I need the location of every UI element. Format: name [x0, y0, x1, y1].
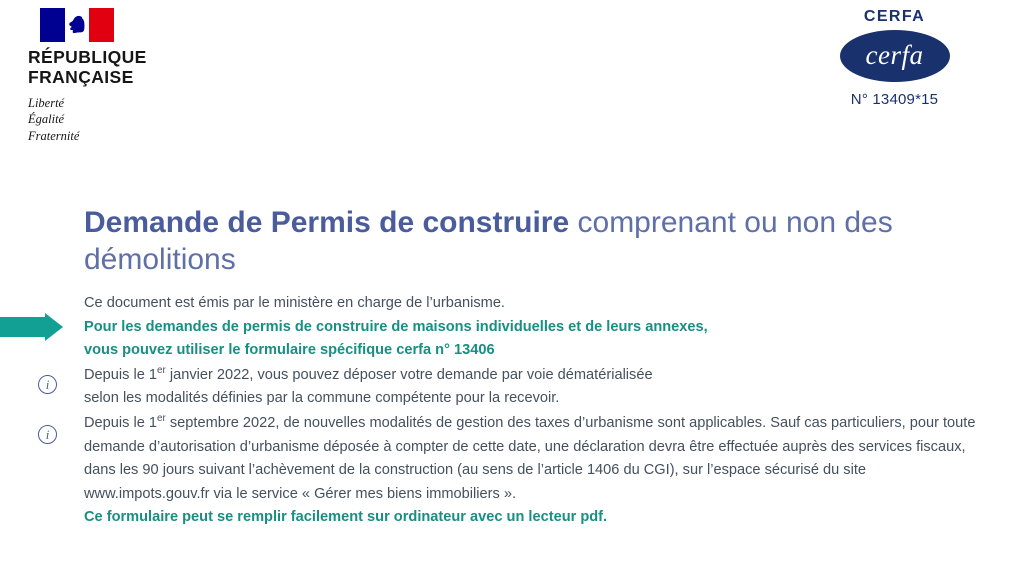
cerfa-number: N° 13409*15 [850, 91, 939, 108]
info-icon: i [38, 425, 57, 444]
page-title [84, 205, 964, 278]
arrow-shaft [0, 317, 46, 337]
cerfa-label: CERFA [863, 8, 926, 25]
cerfa-logo-text: cerfa [865, 39, 924, 70]
highlight-line-1: Pour les demandes de permis de construire de maisons individuelles et de leurs annexes, [84, 318, 708, 335]
republique-line-1: RÉPUBLIQUE [28, 47, 147, 67]
republique-francaise-logo [28, 8, 228, 144]
cerfa-logo-icon [840, 30, 950, 82]
note-1-text-pre: Depuis le 1 [84, 366, 158, 383]
devise-egalite: Égalité [28, 112, 65, 127]
page-title-rest: comprenant ou non des démolitions [84, 206, 893, 276]
note-2-text-pre: Depuis le 1 [84, 414, 158, 431]
flag-band-blue [40, 8, 65, 42]
flag-band-white [65, 8, 90, 42]
note-2-text-post: septembre 2022, de nouvelles modalités de gestion des taxes d’urbanisme sont applicables. Sauf cas particuliers, pour toute demande d’autorisation d’urbanisme déposée à compter de cette date, une déclaration devra être effectuée auprès des services fiscaux, dans les 90 jours suivant l’achèvement de la construction (au sens de l’article 1406 du CGI), sur l’espace sécurisé du site www.impots.gouv.fr via le service « Gérer mes biens immobiliers ». [84, 414, 976, 502]
arrow-marker-icon [0, 313, 68, 341]
note-1-text-post: janvier 2022, vous pouvez déposer votre demande par voie dématérialisée [165, 366, 653, 383]
devise-liberte: Liberté [28, 95, 65, 110]
note-1-line-2: selon les modalités définies par la commune compétente pour la recevoir. [84, 390, 560, 407]
devise-block [28, 95, 228, 145]
document-header [0, 0, 1024, 165]
republique-line-2: FRANÇAISE [28, 66, 134, 87]
marianne-profile-icon [66, 14, 88, 36]
info-icon: i [38, 375, 57, 394]
intro-paragraph: Ce document est émis par le ministère en charge de l’urbanisme. [84, 295, 505, 311]
french-flag-icon [40, 8, 114, 42]
note-2-sup: er [157, 413, 166, 425]
flag-band-red [89, 8, 114, 42]
note-1-sup: er [157, 364, 166, 376]
note-1-line-1 [84, 363, 994, 388]
page-title-strong: Demande de Permis de construire [84, 206, 570, 239]
arrow-head [45, 313, 63, 341]
footer-note: Ce formulaire peut se remplir facilement sur ordinateur avec un lecteur pdf. [84, 509, 608, 526]
devise-fraternite: Fraternité [28, 128, 80, 143]
highlight-line-2: vous pouvez utiliser le formulaire spécifique cerfa n° 13406 [84, 342, 495, 359]
document-body [84, 292, 994, 530]
note-2-paragraph [84, 411, 994, 506]
republique-title [28, 48, 228, 88]
cerfa-block [807, 8, 982, 108]
